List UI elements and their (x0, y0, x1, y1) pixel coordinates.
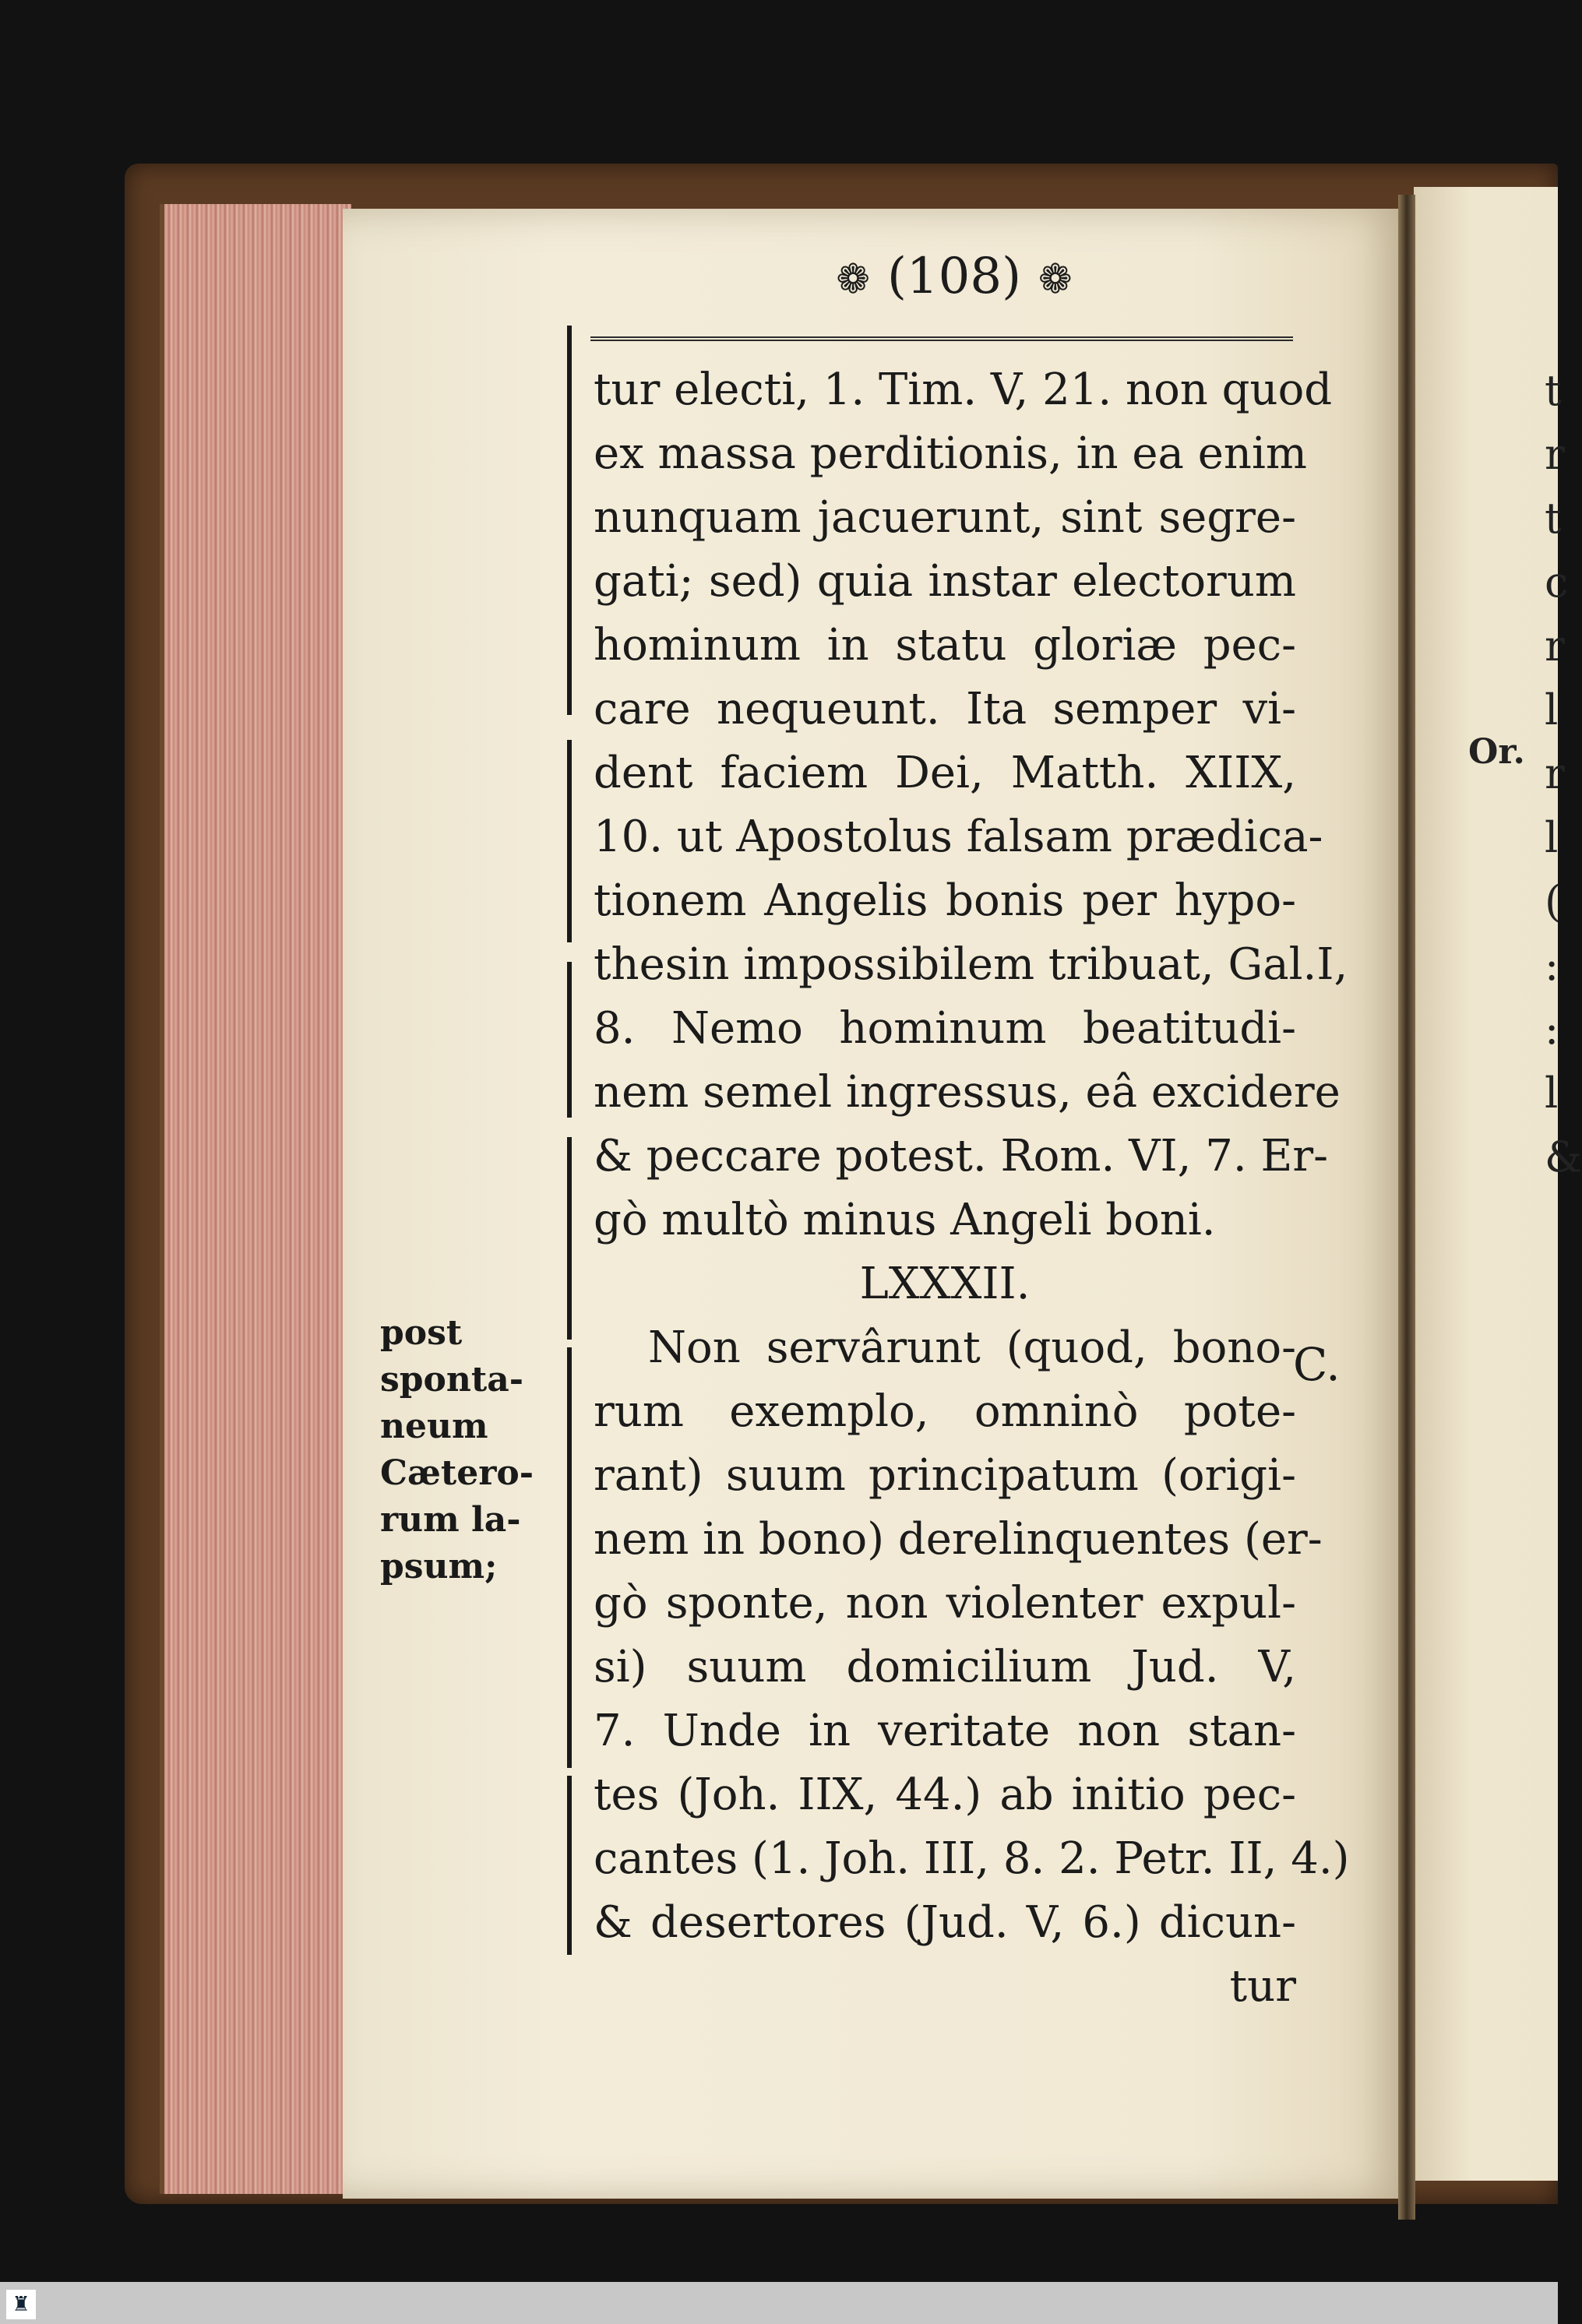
margin-line (567, 740, 572, 942)
text-line: rant) suum principatum (origi- (594, 1450, 1296, 1501)
text-line: nem in bono) derelinquentes (er- (594, 1514, 1323, 1565)
marginal-note-line: sponta- (380, 1360, 523, 1400)
next-page-fragment: : (1545, 1005, 1559, 1054)
margin-line (567, 1776, 572, 1955)
text-line: dent faciem Dei, Matth. XIIX, (594, 748, 1296, 798)
marginal-note-line: neum (380, 1407, 488, 1446)
next-page-fragment: : (1545, 941, 1559, 990)
text-line: & desertores (Jud. V, 6.) dicun- (594, 1897, 1296, 1948)
library-logo-icon: ♜ (6, 2290, 36, 2319)
marginal-note-line: Cætero- (380, 1453, 534, 1493)
next-page-fragment: ( (1545, 877, 1562, 926)
next-page-fragment: l (1545, 813, 1559, 862)
next-page-fragment: & (1545, 1132, 1582, 1181)
text-line: 10. ut Apostolus falsam prædica- (594, 812, 1323, 862)
text-line: tes (Joh. IIX, 44.) ab initio pec- (594, 1769, 1296, 1820)
text-line: 8. Nemo hominum beatitudi- (594, 1003, 1296, 1054)
text-line: cantes (1. Joh. III, 8. 2. Petr. II, 4.) (594, 1833, 1350, 1884)
text-line: care nequeunt. Ita semper vi- (594, 684, 1296, 734)
text-line: ex massa perditionis, in ea enim (594, 428, 1307, 479)
text-line: 7. Unde in veritate non stan- (594, 1706, 1296, 1756)
right-page-fragment (1414, 187, 1582, 2181)
next-page-fragment: t (1545, 494, 1562, 543)
page-edges (160, 204, 351, 2194)
text-line: tionem Angelis bonis per hypo- (594, 875, 1296, 926)
text-line: gò multò minus Angeli boni. (594, 1195, 1216, 1245)
ornament-left-icon: ❁ (836, 256, 870, 303)
next-page-label: Or. (1468, 732, 1525, 772)
next-page-fragment: l (1545, 685, 1559, 734)
page-number: (108) (886, 248, 1022, 305)
marginal-note (380, 1310, 536, 1590)
next-page-fragment: r (1545, 430, 1565, 479)
page-header (787, 248, 1122, 305)
next-page-fragment: r (1545, 621, 1565, 671)
text-line: LXXXII. (859, 1259, 1031, 1309)
text-line: nem semel ingressus, eâ excidere (594, 1067, 1341, 1118)
header-rule (590, 336, 1293, 341)
book-gutter (1398, 195, 1415, 2220)
text-line: tur electi, 1. Tim. V, 21. non quod (594, 364, 1333, 415)
text-line: & peccare potest. Rom. VI, 7. Er- (594, 1131, 1329, 1181)
text-line: nunquam jacuerunt, sint segre- (594, 492, 1296, 543)
next-page-fragment: t (1545, 366, 1562, 415)
text-line: tur (1229, 1961, 1296, 2012)
text-line: thesin impossibilem tribuat, Gal.I, (594, 939, 1348, 990)
text-line: hominum in statu gloriæ pec- (594, 620, 1296, 671)
margin-line (567, 962, 572, 1118)
marginal-note-line: psum; (380, 1547, 498, 1586)
side-letter: C. (1293, 1338, 1341, 1391)
next-page-fragment: c (1545, 558, 1569, 607)
margin-line (567, 1137, 572, 1340)
margin-line (567, 326, 572, 715)
ornament-right-icon: ❁ (1038, 256, 1073, 303)
text-line: Non servârunt (quod, bono- (648, 1322, 1296, 1373)
text-line: gati; sed) quia instar electorum (594, 556, 1296, 607)
margin-line (567, 1347, 572, 1768)
next-page-fragment: l (1545, 1069, 1559, 1118)
marginal-note-line: rum la- (380, 1500, 521, 1540)
page-body (594, 358, 1350, 2019)
marginal-note-line: post (380, 1313, 463, 1353)
next-page-fragment: r (1545, 749, 1565, 798)
viewer-footer-bar (0, 2282, 1558, 2324)
text-line: rum exemplo, omninò pote- (594, 1386, 1296, 1437)
text-line: gò sponte, non violenter expul- (594, 1578, 1296, 1629)
text-line: si) suum domicilium Jud. V, (594, 1642, 1296, 1692)
